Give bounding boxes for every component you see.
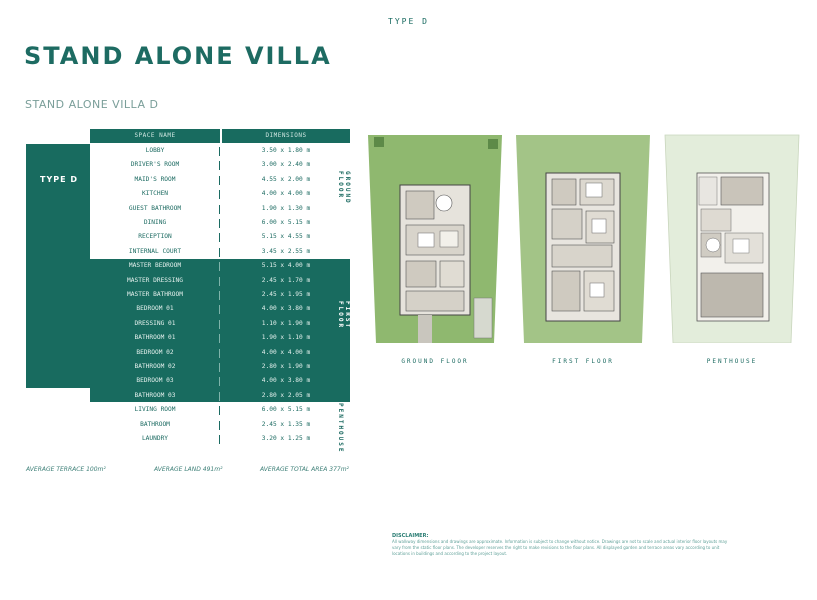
dimensions-cell: 1.90 x 1.10 m <box>261 334 311 342</box>
dimensions-cell: 1.10 x 1.90 m <box>261 319 311 327</box>
dimensions-cell: 2.45 x 1.70 m <box>261 276 311 284</box>
page-title: STAND ALONE VILLA <box>24 42 332 70</box>
floor-label-first: FIRST FLOOR <box>337 301 351 330</box>
space-name-cell: BEDROOM 03 <box>136 377 174 385</box>
table-row <box>90 403 350 417</box>
dimensions-cell: 1.90 x 1.30 m <box>261 204 311 212</box>
floor-plan-ground <box>366 133 504 343</box>
table-row <box>90 158 350 172</box>
average-total-area: AVERAGE TOTAL AREA 377m² <box>260 466 349 473</box>
cell-divider <box>219 377 220 386</box>
column-header-space: SPACE NAME <box>90 129 220 143</box>
type-heading: TYPE D <box>388 17 429 26</box>
average-land: AVERAGE LAND 491m² <box>154 466 223 473</box>
average-terrace: AVERAGE TERRACE 100m² <box>26 466 106 473</box>
dimensions-cell: 6.00 x 5.15 m <box>261 406 311 414</box>
table-row <box>90 374 350 388</box>
space-name-cell: DRESSING 01 <box>134 319 176 327</box>
table-row <box>90 288 350 302</box>
plan-label-penthouse: PENTHOUSE <box>706 358 758 365</box>
space-name-cell: BEDROOM 01 <box>136 305 174 313</box>
cell-divider <box>219 349 220 358</box>
disclaimer-text: All walkway dimensions and drawings are approximate. Information is subject to change without notice. Drawings are not to scale and actual interior floor layouts may vary from the static floor plans. The developer reserves the right to make revisions to the floor plans. All displayed garden and terrace areas vary according to unit locations in buildings and according to the project layout. <box>392 539 728 556</box>
space-name-cell: BEDROOM 02 <box>136 348 174 356</box>
dimensions-cell: 2.80 x 2.05 m <box>261 391 311 399</box>
cell-divider <box>219 363 220 372</box>
cell-divider <box>219 277 220 286</box>
space-name-cell: KITCHEN <box>141 190 169 198</box>
table-row <box>90 216 350 230</box>
type-label: TYPE D <box>40 175 79 184</box>
table-row <box>90 187 350 201</box>
table-row <box>90 259 350 273</box>
cell-divider <box>219 291 220 300</box>
type-block <box>26 144 90 259</box>
space-name-cell: LOBBY <box>145 147 165 154</box>
space-name-cell: MASTER DRESSING <box>127 276 183 284</box>
dimensions-cell: 3.45 x 2.55 m <box>261 247 311 255</box>
cell-divider <box>219 435 220 444</box>
space-name-cell: MAID'S ROOM <box>134 175 176 183</box>
space-name-cell: RECEPTION <box>138 233 172 241</box>
space-name-cell: INTERNAL COURT <box>128 247 182 255</box>
table-row <box>90 245 350 259</box>
space-name-cell: BATHROOM 03 <box>134 391 176 399</box>
cell-divider <box>219 320 220 329</box>
floor-label-penthouse: PENTHOUSE <box>337 403 344 454</box>
floor-label-ground: GROUND FLOOR <box>337 171 351 205</box>
table-row <box>90 302 350 316</box>
dimensions-cell: 5.15 x 4.55 m <box>261 233 311 241</box>
table-row <box>90 144 350 158</box>
cell-divider <box>219 176 220 185</box>
space-name-cell: DRIVER'S ROOM <box>130 161 180 169</box>
floor-plan-penthouse <box>663 133 801 343</box>
table-row <box>90 317 350 331</box>
space-name-cell: GUEST BATHROOM <box>128 204 182 212</box>
table-row <box>90 331 350 345</box>
cell-divider <box>219 305 220 314</box>
table-row <box>90 173 350 187</box>
floor-plan-first <box>514 133 652 343</box>
dimensions-cell: 3.00 x 2.40 m <box>261 161 311 169</box>
disclaimer-title: DISCLAIMER: <box>392 533 429 539</box>
space-name-cell: MASTER BEDROOM <box>128 262 182 270</box>
cell-divider <box>219 190 220 199</box>
table-row <box>90 389 350 403</box>
dimensions-cell: 3.20 x 1.25 m <box>261 435 311 442</box>
table-row <box>90 346 350 360</box>
space-name-cell: BATHROOM 02 <box>134 363 176 370</box>
space-name-cell: LIVING ROOM <box>134 406 176 414</box>
table-row <box>90 432 350 446</box>
cell-divider <box>219 421 220 430</box>
plan-label-first: FIRST FLOOR <box>552 358 614 365</box>
cell-divider <box>219 233 220 242</box>
cell-divider <box>219 262 220 271</box>
cell-divider <box>219 248 220 257</box>
table-row <box>90 274 350 288</box>
cell-divider <box>219 406 220 415</box>
page-subtitle: STAND ALONE VILLA D <box>25 98 159 111</box>
dimensions-cell: 4.00 x 3.80 m <box>261 305 311 313</box>
dimensions-cell: 6.00 x 5.15 m <box>261 219 311 226</box>
dimensions-cell: 2.45 x 1.95 m <box>261 291 311 298</box>
cell-divider <box>219 147 220 156</box>
table-row <box>90 230 350 244</box>
dimensions-cell: 5.15 x 4.00 m <box>261 262 311 270</box>
table-row <box>90 202 350 216</box>
cell-divider <box>219 219 220 228</box>
dimensions-cell: 2.80 x 1.90 m <box>261 363 311 370</box>
dimensions-cell: 4.55 x 2.00 m <box>261 175 311 183</box>
space-name-cell: MASTER BATHROOM <box>127 291 183 298</box>
disclaimer <box>392 533 737 557</box>
dimensions-cell: 4.00 x 4.00 m <box>261 348 311 356</box>
dimensions-cell: 4.00 x 4.00 m <box>261 190 311 198</box>
space-name-cell: DINING <box>143 219 167 226</box>
cell-divider <box>219 392 220 401</box>
cell-divider <box>219 205 220 214</box>
dimensions-cell: 4.00 x 3.80 m <box>261 377 311 385</box>
dimensions-cell: 3.50 x 1.80 m <box>261 147 311 154</box>
table-row <box>90 360 350 374</box>
plan-label-ground: GROUND FLOOR <box>401 358 469 365</box>
column-header-dimensions: DIMENSIONS <box>222 129 350 143</box>
space-name-cell: BATHROOM 01 <box>134 334 176 342</box>
cell-divider <box>219 161 220 170</box>
table-row <box>90 418 350 432</box>
space-name-cell: LAUNDRY <box>141 435 169 442</box>
cell-divider <box>219 334 220 343</box>
space-name-cell: BATHROOM <box>140 420 170 428</box>
dimensions-cell: 2.45 x 1.35 m <box>261 420 311 428</box>
